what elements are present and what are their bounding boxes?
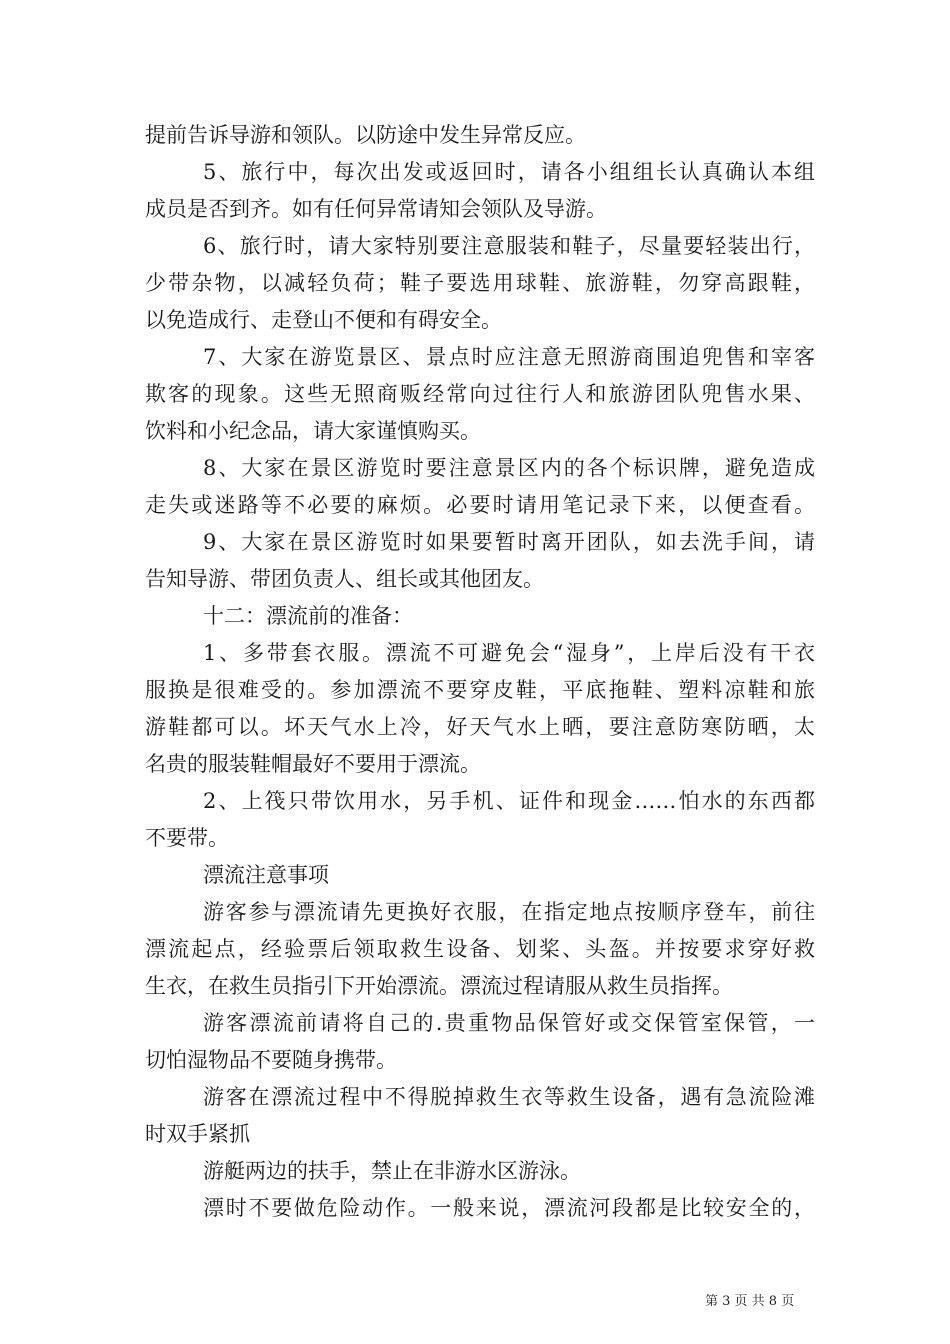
text-line: 少带杂物，以减轻负荷；鞋子要选用球鞋、旅游鞋，勿穿高跟鞋， bbox=[145, 271, 815, 295]
text-line: 游客参与漂流请先更换好衣服，在指定地点按顺序登车，前往 bbox=[203, 900, 815, 924]
text-line: 9、大家在景区游览时如果要暂时离开团队，如去洗手间，请 bbox=[203, 530, 815, 554]
text-line: 8、大家在景区游览时要注意景区内的各个标识牌，避免造成 bbox=[203, 456, 815, 480]
text-line: 不要带。 bbox=[145, 826, 229, 850]
text-line: 生衣，在救生员指引下开始漂流。漂流过程请服从救生员指挥。 bbox=[145, 974, 733, 998]
document-body bbox=[145, 117, 815, 1227]
text-line: 服换是很难受的。参加漂流不要穿皮鞋，平底拖鞋、塑料凉鞋和旅 bbox=[145, 678, 815, 702]
text-line: 7、大家在游览景区、景点时应注意无照游商围追兜售和宰客 bbox=[203, 345, 815, 369]
text-line: 2、上筏只带饮用水，另手机、证件和现金……怕水的东西都 bbox=[203, 789, 815, 813]
text-line: 漂时不要做危险动作。一般来说，漂流河段都是比较安全的， bbox=[203, 1196, 815, 1220]
text-line: 漂流起点，经验票后领取救生设备、划桨、头盔。并按要求穿好救 bbox=[145, 937, 815, 961]
text-line: 名贵的服装鞋帽最好不要用于漂流。 bbox=[145, 752, 481, 776]
text-line: 十二：漂流前的准备： bbox=[203, 604, 413, 628]
text-line: 走失或迷路等不必要的麻烦。必要时请用笔记录下来，以便查看。 bbox=[145, 493, 815, 517]
text-line: 成员是否到齐。如有任何异常请知会领队及导游。 bbox=[145, 197, 607, 221]
text-line: 游客在漂流过程中不得脱掉救生衣等救生设备，遇有急流险滩 bbox=[203, 1085, 815, 1109]
text-line: 5、旅行中，每次出发或返回时，请各小组组长认真确认本组 bbox=[203, 160, 815, 184]
text-line: 游艇两边的扶手，禁止在非游水区游泳。 bbox=[203, 1159, 581, 1183]
text-line: 以免造成行、走登山不便和有碍安全。 bbox=[145, 308, 502, 332]
text-line: 欺客的现象。这些无照商贩经常向过往行人和旅游团队兜售水果、 bbox=[145, 382, 815, 406]
text-line: 告知导游、带团负责人、组长或其他团友。 bbox=[145, 567, 544, 591]
text-line: 6、旅行时，请大家特别要注意服装和鞋子，尽量要轻装出行， bbox=[203, 234, 815, 258]
text-line: 切怕湿物品不要随身携带。 bbox=[145, 1048, 397, 1072]
text-line: 时双手紧抓 bbox=[145, 1122, 250, 1146]
page-number-footer: 第 3 页 共 8 页 bbox=[705, 1294, 795, 1309]
text-line: 1、多带套衣服。漂流不可避免会“湿身”，上岸后没有干衣 bbox=[203, 641, 815, 665]
text-line: 饮料和小纪念品，请大家谨慎购买。 bbox=[145, 419, 481, 443]
text-line: 游鞋都可以。坏天气水上冷，好天气水上晒，要注意防寒防晒，太 bbox=[145, 715, 815, 739]
text-line: 游客漂流前请将自己的.贵重物品保管好或交保管室保管，一 bbox=[203, 1011, 815, 1035]
text-line: 提前告诉导游和领队。以防途中发生异常反应。 bbox=[145, 123, 586, 147]
text-line: 漂流注意事项 bbox=[203, 863, 329, 887]
